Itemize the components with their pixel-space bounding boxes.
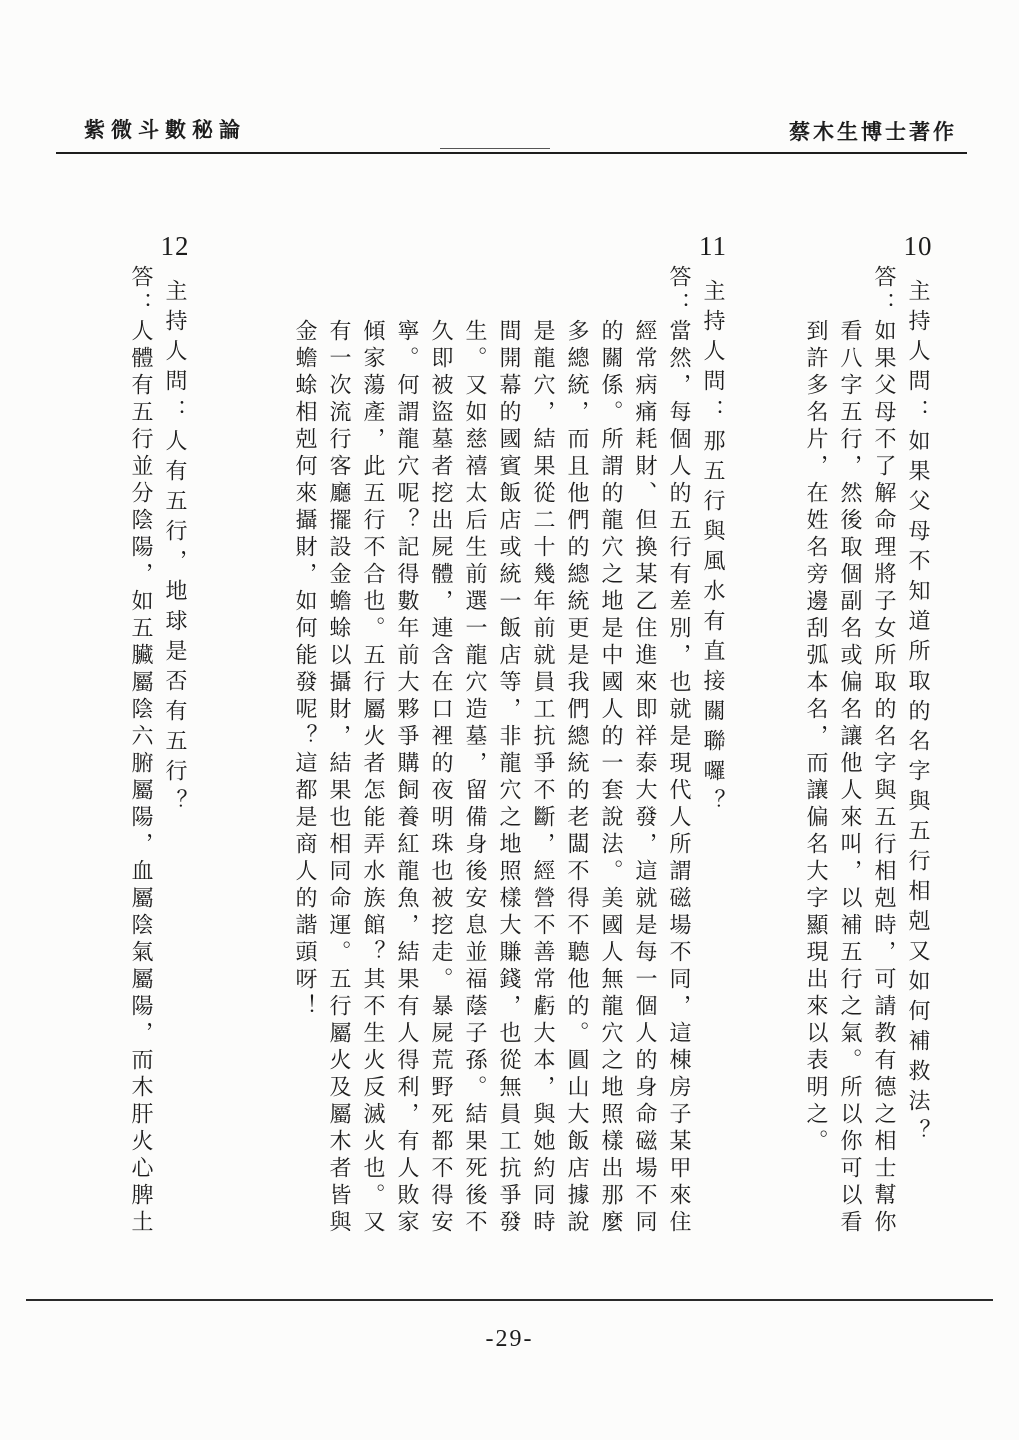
answer-text: 答：當然，每個人的五行有差別，也就是現代人所謂磁場不同，這棟房子某甲來住經常病痛耗財、但換某乙住進來即祥泰大發，這就是每一個人的身命磁場不同的關係。所謂的龍穴之地是中國人的一套說法。美國人無龍穴之地照樣出那麼多總統，而且他們的總統更是我們總統的老闆不得不聽他的。圓山大飯店據說是龍穴，結果從二十幾年前就員工抗爭不斷，經營不善常虧大本，與她約同時間開幕的國賓飯店或統一飯店等，非龍穴之地照樣大賺錢，也從無員工抗爭發生。又如慈禧太后生前選一龍穴造墓，留備身後安息並福蔭子孫。結果死後不久即被盜墓者挖出屍體，連含在口裡的夜明珠也被挖走。暴屍荒野死都不得安寧。何謂龍穴呢？記得數年前大夥爭購飼養紅龍魚，結果有人得利，有人敗家傾家蕩產，此五行不合也。五行屬火者怎能弄水族館？其不生火反滅火也。又有一次流行客廳擺設金蟾蜍以攝財，結果也相同命運。五行屬火及屬木者皆與金蟾蜍相剋何來攝財，如何能發呢？這都是商人的諧頭呀！ [293, 265, 692, 1237]
header-divider-artifact [440, 148, 550, 149]
book-title: 紫微斗數秘論 [84, 118, 246, 142]
section-number: 10 [903, 233, 933, 261]
question-text: 主持人問：如果父母不知道所取的名字與五行相剋又如何補救法？ [906, 279, 931, 1149]
question-text: 主持人問：人有五行，地球是否有五行？ [163, 279, 188, 819]
question-text: 主持人問：那五行與風水有直接關聯囉？ [701, 279, 726, 819]
qa-section-12 [124, 233, 192, 1249]
answer-text: 答：如果父母不了解命理將子女所取的名字與五行相剋時，可請教有德之相士幫你看八字五行，然後取個副名或偏名讓他人來叫，以補五行之氣。所以你可以看到許多名片，在姓名旁邊刮弧本名，而讓偏名大字顯現出來以表明之。 [804, 265, 897, 1237]
section-number: 11 [699, 233, 727, 261]
header-divider [56, 152, 967, 154]
author-title: 蔡木生博士著作 [789, 120, 957, 144]
qa-section-10 [799, 233, 935, 1249]
answer-text: 答：人體有五行並分陰陽，如五臟屬陰六腑屬陽，血屬陰氣屬陽，而木肝火心脾土 [129, 265, 154, 1237]
page-number: -29- [485, 1326, 534, 1352]
footer-divider [26, 1299, 993, 1301]
qa-section-11 [288, 233, 730, 1249]
section-number: 12 [160, 233, 190, 261]
